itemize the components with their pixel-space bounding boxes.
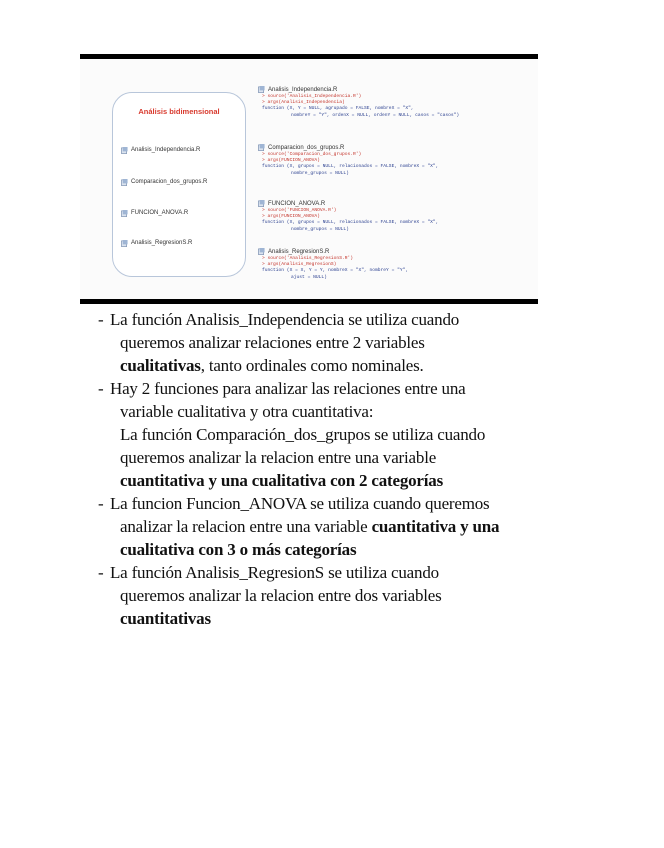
bold-term: cualitativas bbox=[120, 356, 201, 375]
code-line: function (X, grupos = NULL, relacionados = FALSE, nombreX = "X", bbox=[262, 164, 439, 170]
code-line: > source('Analisis_Independencia.R') bbox=[262, 94, 362, 99]
code-line: > source('FUNCION_ANOVA.R') bbox=[262, 208, 337, 213]
bold-term: cualitativa con 3 o más categorías bbox=[120, 540, 357, 559]
file-item bbox=[121, 238, 192, 248]
code-block-file: Comparacion_dos_grupos.R bbox=[268, 144, 345, 151]
r-file-icon bbox=[258, 86, 265, 93]
bullet-text: analizar la relacion entre una variable bbox=[120, 517, 372, 536]
panel-title: Análisis bidimensional bbox=[138, 107, 220, 116]
code-block-file: Analisis_Independencia.R bbox=[268, 86, 338, 93]
file-item-label: Comparacion_dos_grupos.R bbox=[131, 179, 208, 185]
bullet-item-anova bbox=[98, 492, 598, 561]
code-line: > source('Analisis_RegresionS.R') bbox=[262, 256, 353, 261]
bullet-text: queremos analizar la relacion entre dos variables bbox=[120, 586, 442, 605]
r-file-icon bbox=[258, 248, 265, 255]
code-block bbox=[258, 85, 533, 119]
file-panel bbox=[112, 92, 246, 277]
file-item-label: Analisis_RegresionS.R bbox=[131, 240, 193, 246]
bullet-text: La función Comparación_dos_grupos se utiliza cuando bbox=[120, 425, 486, 444]
bullet-dash: - bbox=[98, 310, 104, 329]
code-line: nombre_grupos = NULL) bbox=[280, 170, 349, 176]
bold-term: cuantitativa y una cualitativa con 2 categorías bbox=[120, 471, 444, 490]
bullet-item-dos-grupos bbox=[98, 377, 598, 492]
code-line: > args(Analisis_Independencia) bbox=[262, 100, 345, 106]
code-block-header bbox=[258, 199, 533, 208]
r-file-icon bbox=[121, 240, 128, 247]
bullet-text: queremos analizar la relacion entre una variable bbox=[120, 448, 437, 467]
bullet-text: La funcion Funcion_ANOVA se utiliza cuando queremos bbox=[110, 494, 490, 513]
code-line: nombreY = "Y", ordenX = NULL, ordenY = NULL, casos = "casos") bbox=[280, 112, 460, 118]
bold-term: cuantitativa y una bbox=[371, 517, 500, 536]
file-item bbox=[121, 145, 200, 155]
code-block-file: Analisis_RegresionS.R bbox=[268, 248, 330, 255]
bullet-text-line bbox=[120, 515, 598, 538]
code-line: > args(FUNCION_ANOVA) bbox=[262, 158, 320, 164]
bullet-dash: - bbox=[98, 563, 104, 582]
bullet-text: La función Analisis_Independencia se utiliza cuando bbox=[110, 310, 460, 329]
code-line: > args(FUNCION_ANOVA) bbox=[262, 214, 320, 220]
bullet-dash: - bbox=[98, 379, 104, 398]
r-file-icon bbox=[258, 144, 265, 151]
bullet-text: La función Analisis_RegresionS se utiliza cuando bbox=[110, 563, 439, 582]
bullet-text: Hay 2 funciones para analizar las relaciones entre una bbox=[110, 379, 466, 398]
bold-term: cuantitativas bbox=[120, 609, 211, 628]
code-line: ajust = NULL) bbox=[280, 274, 327, 280]
r-file-icon bbox=[121, 210, 128, 217]
code-block-header bbox=[258, 143, 533, 152]
file-item bbox=[121, 177, 207, 187]
code-block-header bbox=[258, 247, 533, 256]
slide-image bbox=[80, 54, 538, 304]
bullet-text: , tanto ordinales como nominales. bbox=[200, 356, 424, 375]
file-item bbox=[121, 208, 188, 218]
bullet-text: variable cualitativa y otra cuantitativa: bbox=[120, 402, 374, 421]
bullet-text: queremos analizar relaciones entre 2 variables bbox=[120, 333, 425, 352]
file-item-label: FUNCION_ANOVA.R bbox=[131, 210, 189, 216]
bullet-item-independencia bbox=[98, 308, 598, 377]
code-line: function (X, grupos = NULL, relacionados = FALSE, nombreX = "X", bbox=[262, 220, 439, 226]
code-line: function (X = X, Y = Y, nombreX = "X", nombreY = "Y", bbox=[262, 268, 409, 274]
code-block bbox=[258, 143, 533, 177]
code-line: > args(Analisis_RegresionS) bbox=[262, 262, 337, 268]
bullet-list bbox=[98, 308, 598, 630]
code-line: nombre_grupos = NULL) bbox=[280, 226, 349, 232]
r-file-icon bbox=[121, 147, 128, 154]
code-block bbox=[258, 199, 533, 233]
r-file-icon bbox=[121, 179, 128, 186]
code-block bbox=[258, 247, 533, 281]
bullet-dash: - bbox=[98, 494, 104, 513]
code-line: > source('Comparacion_dos_grupos.R') bbox=[262, 152, 362, 157]
bullet-item-regresion bbox=[98, 561, 598, 630]
bullet-text-line bbox=[120, 354, 598, 377]
code-block-file: FUNCION_ANOVA.R bbox=[268, 200, 326, 207]
code-block-header bbox=[258, 85, 533, 94]
code-line: function (X, Y = NULL, agrupado = FALSE, nombreX = "X", bbox=[262, 106, 414, 112]
file-item-label: Analisis_Independencia.R bbox=[131, 147, 201, 153]
r-file-icon bbox=[258, 200, 265, 207]
